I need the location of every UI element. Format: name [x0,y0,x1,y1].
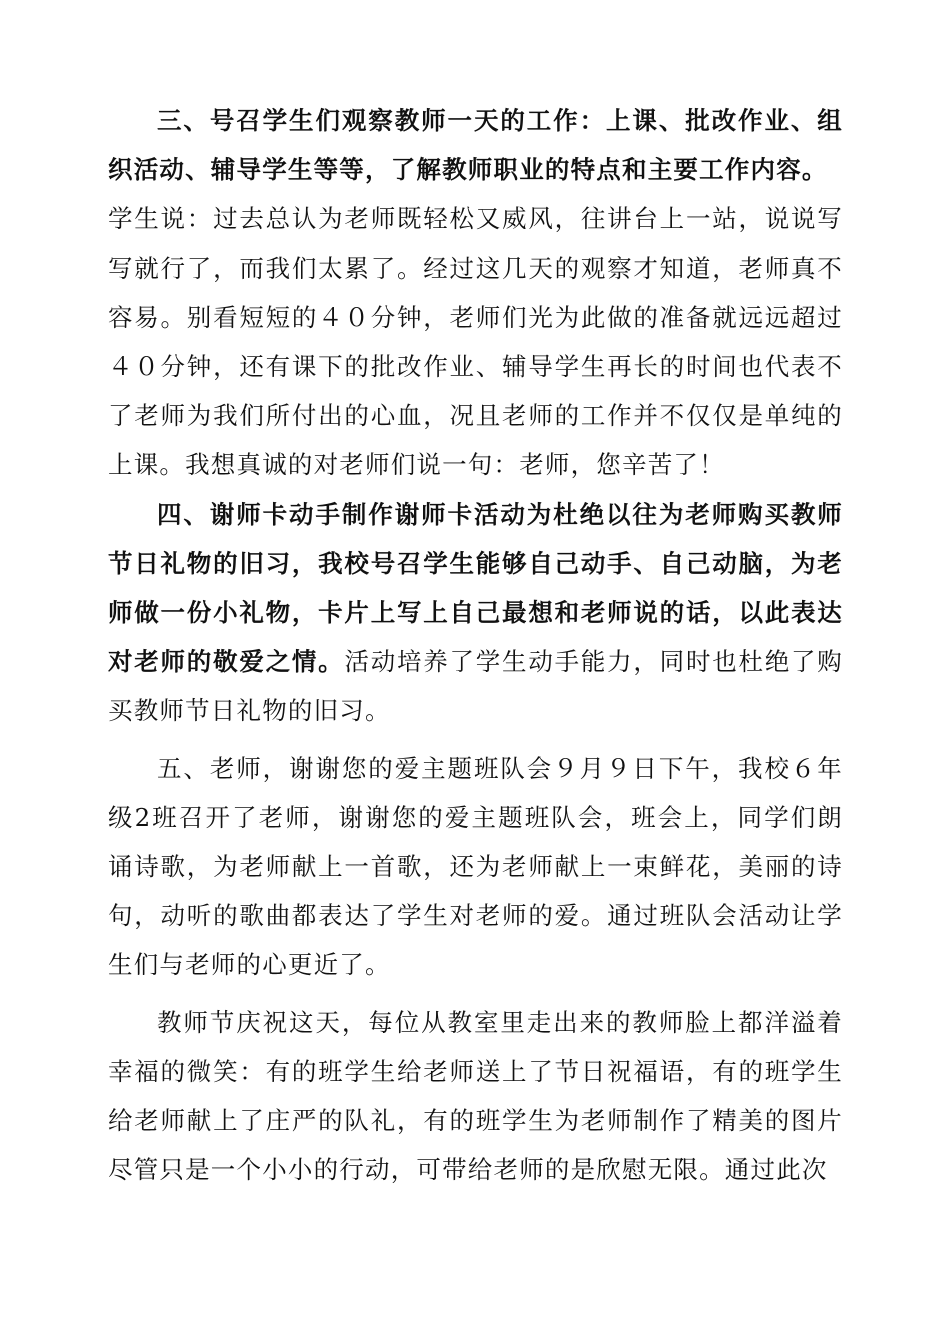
section-five-body: 五、老师，谢谢您的爱主题班队会９月９日下午，我校６年级2班召开了老师，谢谢您的爱主题班队会，班会上，同学们朗诵诗歌，为老师献上一首歌，还为老师献上一束鲜花，美丽的诗句，动听的歌曲都表达了学生对老师的爱。通过班队会活动让学生们与老师的心更近了。 [108,753,843,980]
closing-paragraph [108,998,843,1195]
section-four [108,490,843,736]
section-three-heading: 三、号召学生们观察教师一天的工作：上课、批改作业、组织活动、辅导学生等等，了解教师职业的特点和主要工作内容。 [108,106,843,185]
section-four-body: 活动培养了学生动手能力，同时也杜绝了购买教师节日礼物的旧习。 [108,647,843,726]
closing-paragraph-body: 教师节庆祝这天，每位从教室里走出来的教师脸上都洋溢着幸福的微笑：有的班学生给老师送上了节日祝福语，有的班学生给老师献上了庄严的队礼，有的班学生为老师制作了精美的图片尽管只是一个小小的行动，可带给老师的是欣慰无限。通过此次 [108,1007,843,1185]
document-page [108,96,843,1194]
section-three-body: 学生说：过去总认为老师既轻松又威风，往讲台上一站，说说写写就行了，而我们太累了。经过这几天的观察才知道，老师真不容易。别看短短的４０分钟，老师们光为此做的准备就远远超过４０分钟，还有课下的批改作业、辅导学生再长的时间也代表不了老师为我们所付出的心血，况且老师的工作并不仅仅是单纯的上课。我想真诚的对老师们说一句：老师，您辛苦了！ [108,204,843,480]
section-four-heading: 四、谢师卡动手制作谢师卡活动为杜绝以往为老师购买教师节日礼物的旧习，我校号召学生能够自己动手、自己动脑，为老师做一份小礼物，卡片上写上自己最想和老师说的话，以此表达对老师的敬爱之情。 [108,499,843,677]
section-five [108,744,843,990]
section-three [108,96,843,490]
